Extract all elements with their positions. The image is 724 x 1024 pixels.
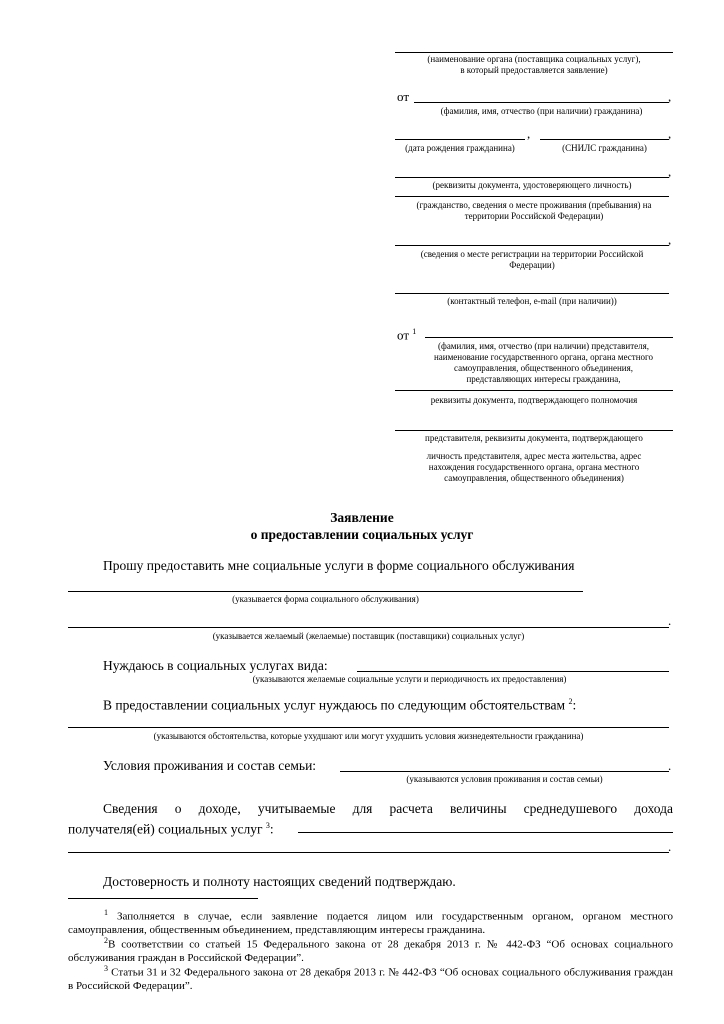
id-doc-caption: (реквизиты документа, удостоверяющего личность) — [432, 180, 632, 190]
organ-line[interactable] — [395, 52, 673, 53]
circumstances-label: В предоставлении социальных услуг нуждаюсь по следующим обстоятельствам — [103, 697, 566, 713]
document-title: Заявление — [330, 510, 394, 525]
income-line-1[interactable] — [298, 832, 673, 833]
rep-address-caption: личность представителя, адрес места жительства, адрес нахождения государственного органа, органа местного самоуправления, общественного объединения) — [426, 451, 642, 483]
footnote-3 — [68, 962, 673, 993]
contact-caption: (контактный телефон, e-mail (при наличии)) — [447, 296, 617, 306]
need-kind-text: Нуждаюсь в социальных услугах вида: — [103, 658, 328, 673]
footnote-2-text: В соответствии со статьей 15 Федерального закона от 28 декабря 2013 г. № 442-ФЗ “Об основах социального обслуживания граждан в Российской Федерации”. — [68, 938, 673, 964]
confirmation-text: Достоверность и полноту настоящих сведений подтверждаю. — [103, 874, 456, 889]
living-text: Условия проживания и состав семьи: — [103, 758, 317, 773]
representative-caption: (фамилия, имя, отчество (при наличии) представителя, наименование государственного органа, органа местного самоуправления, общественного объединения, представляющих интересы гражданина, — [433, 341, 654, 384]
footnote-1-text: Заполняется в случае, если заявление подается лицом или государственным органом, органом местного самоуправления, общественным объединением, представляющим интересы гражданина. — [68, 910, 674, 936]
income-label: получателя(ей) социальных услуг — [68, 821, 263, 837]
footnote-3-text: Статьи 31 и 32 Федерального закона от 28 декабря 2013 г. № 442-ФЗ “Об основах социального обслуживания граждан в Российской Федерации”. — [68, 966, 674, 992]
income-line-2[interactable] — [68, 852, 669, 853]
fio-caption: (фамилия, имя, отчество (при наличии) гражданина) — [440, 106, 643, 116]
need-kind-line[interactable] — [357, 671, 669, 672]
rep-doc-line[interactable] — [395, 430, 673, 431]
contact-line[interactable] — [395, 293, 669, 294]
snils-line[interactable] — [540, 139, 669, 140]
footnote-separator — [68, 898, 258, 899]
service-form-caption: (указывается форма социального обслуживания) — [232, 594, 419, 604]
authority-caption: реквизиты документа, подтверждающего полномочия — [430, 395, 638, 405]
request-text: Прошу предоставить мне социальные услуги в форме социального обслуживания — [103, 558, 575, 573]
footnote-ref-3: 3 — [265, 821, 270, 830]
footnote-2 — [68, 934, 673, 965]
citizenship-caption: (гражданство, сведения о месте проживания (пребывания) на территории Российской Федерации) — [416, 200, 652, 221]
need-kind-caption: (указываются желаемые социальные услуги и периодичность их предоставления) — [252, 674, 567, 684]
comma-2: , — [527, 126, 531, 141]
comma-5: , — [668, 232, 672, 247]
circumstances-colon: : — [572, 697, 577, 713]
document-subtitle: о предоставлении социальных услуг — [250, 527, 474, 542]
footnote-1-number: 1 — [104, 908, 108, 917]
living-period: . — [668, 758, 672, 773]
living-caption: (указываются условия проживания и состав семьи) — [406, 774, 603, 784]
comma-3: , — [668, 126, 672, 141]
footnote-3-number: 3 — [104, 964, 108, 973]
applicant-name-line[interactable] — [414, 102, 669, 103]
from-rep-text: от — [397, 327, 410, 343]
circumstances-text — [103, 693, 576, 714]
income-text-line2 — [68, 817, 274, 838]
circumstances-caption: (указываются обстоятельства, которые ухудшают или могут ухудшить условия жизнедеятельности гражданина) — [153, 731, 584, 741]
living-line[interactable] — [340, 771, 669, 772]
income-text-line1: Сведения о доходе, учитываемые для расчета величины среднедушевого дохода — [103, 801, 673, 816]
snils-caption: (СНИЛС гражданина) — [562, 143, 647, 153]
birth-date-line[interactable] — [395, 139, 525, 140]
provider-period: . — [668, 613, 672, 628]
organ-caption: (наименование органа (поставщика социальных услуг), в который предоставляется заявление) — [427, 54, 641, 75]
rep-doc-caption: представителя, реквизиты документа, подтверждающего — [425, 433, 643, 443]
provider-caption: (указывается желаемый (желаемые) поставщик (поставщики) социальных услуг) — [212, 631, 525, 641]
id-doc-line[interactable] — [395, 177, 669, 178]
citizenship-line[interactable] — [395, 196, 669, 197]
representative-line[interactable] — [425, 337, 673, 338]
registration-line[interactable] — [395, 245, 669, 246]
footnote-ref-1: 1 — [412, 327, 417, 336]
income-colon: : — [269, 821, 274, 837]
comma-1: , — [668, 89, 672, 104]
footnote-1 — [68, 906, 673, 937]
birth-date-caption: (дата рождения гражданина) — [405, 143, 515, 153]
registration-caption: (сведения о месте регистрации на территории Российской Федерации) — [420, 249, 644, 270]
comma-4: , — [668, 164, 672, 179]
service-form-line[interactable] — [68, 591, 583, 592]
from-label: от — [397, 89, 410, 104]
income-period: . — [668, 839, 672, 854]
provider-line[interactable] — [68, 627, 669, 628]
footnote-2-number: 2 — [104, 936, 108, 945]
footnote-ref-2: 2 — [568, 697, 573, 706]
authority-line[interactable] — [395, 390, 673, 391]
circumstances-line[interactable] — [68, 727, 669, 728]
